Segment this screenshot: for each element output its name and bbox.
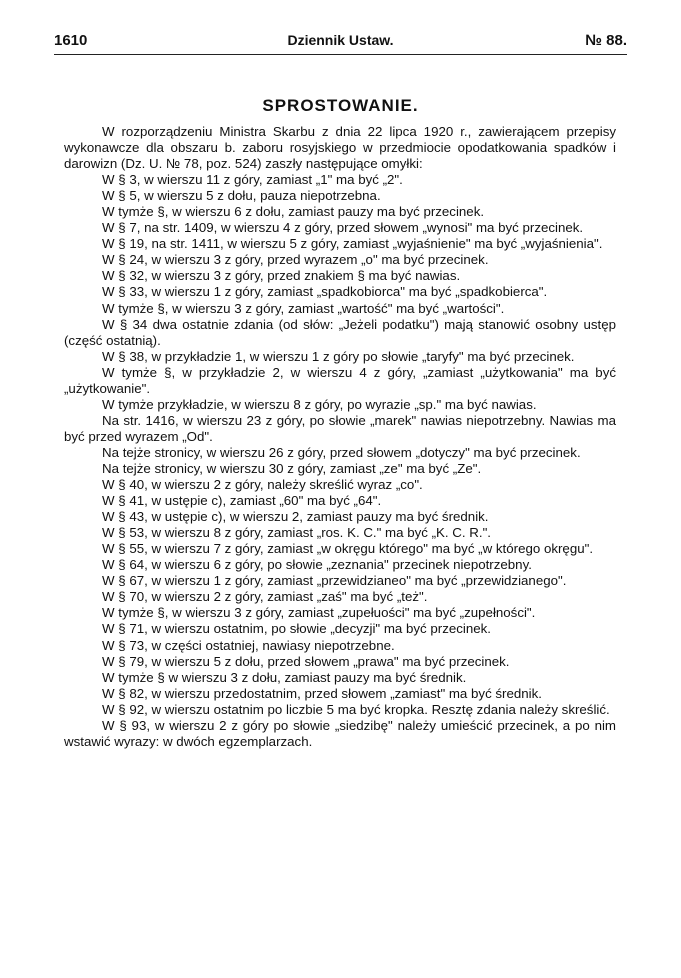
issue-number: № 88.	[585, 32, 627, 49]
correction-item: W § 32, w wierszu 3 z góry, przed znakiem § ma być nawias.	[102, 268, 461, 284]
correction-item: W tymże §, w przykładzie 2, w wierszu 4 z góry, „zamiast „użytkowania" ma być „użytkowanie".	[64, 364, 616, 396]
correction-item: W § 43, w ustępie c), w wierszu 2, zamiast pauzy ma być średnik.	[102, 509, 489, 525]
journal-name: Dziennik Ustaw.	[287, 32, 394, 48]
correction-item: W § 53, w wierszu 8 z góry, zamiast „ros. K. C." ma być „K. C. R.".	[102, 525, 491, 541]
correction-item: W § 3, w wierszu 11 z góry, zamiast „1" ma być „2".	[102, 172, 403, 188]
correction-item: W § 24, w wierszu 3 z góry, przed wyrazem „o" ma być przecinek.	[102, 252, 489, 268]
correction-item: W tymże §, w wierszu 6 z dołu, zamiast pauzy ma być przecinek.	[102, 204, 485, 220]
correction-item: W § 67, w wierszu 1 z góry, zamiast „przewidzianeo" ma być „przewidzianego".	[102, 573, 567, 589]
correction-item: W § 70, w wierszu 2 z góry, zamiast „zaś" ma być „też".	[102, 589, 428, 605]
correction-item: W § 7, na str. 1409, w wierszu 4 z góry, przed słowem „wynosi" ma być przecinek.	[102, 220, 584, 236]
correction-item: W § 41, w ustępie c), zamiast „60" ma być „64".	[102, 493, 382, 509]
correction-item: W tymże §, w wierszu 3 z góry, zamiast „wartość" ma być „wartości".	[102, 300, 505, 316]
correction-item: W § 34 dwa ostatnie zdania (od słów: „Jeżeli podatku") mają stanowić osobny ustęp (część ostatnią).	[64, 316, 616, 348]
correction-item: W § 5, w wierszu 5 z dołu, pauza niepotrzebna.	[102, 188, 381, 204]
correction-item: Na tejże stronicy, w wierszu 26 z góry, przed słowem „dotyczy" ma być przecinek.	[102, 444, 581, 460]
correction-item: W § 38, w przykładzie 1, w wierszu 1 z góry po słowie „taryfy" ma być przecinek.	[102, 348, 575, 364]
correction-item: W § 71, w wierszu ostatnim, po słowie „decyzji" ma być przecinek.	[102, 621, 491, 637]
correction-item: W § 19, na str. 1411, w wierszu 5 z góry, zamiast „wyjaśnienie" ma być „wyjaśnienia".	[102, 236, 603, 252]
page-number: 1610	[54, 32, 88, 49]
correction-item: W tymże § w wierszu 3 z dołu, zamiast pauzy ma być średnik.	[102, 669, 467, 685]
correction-item: W § 93, w wierszu 2 z góry po słowie „siedzibę" należy umieścić przecinek, a po nim wstawić wyrazy: w dwóch egzemplarzach.	[64, 717, 616, 749]
document-body	[64, 124, 616, 750]
page-title: SPROSTOWANIE.	[262, 96, 419, 115]
correction-item: W § 33, w wierszu 1 z góry, zamiast „spadkobiorca" ma być „spadkobierca".	[102, 284, 548, 300]
correction-item: W § 92, w wierszu ostatnim po liczbie 5 ma być kropka. Resztę zdania należy skreślić.	[102, 701, 610, 717]
correction-item: W tymże §, w wierszu 3 z góry, zamiast „zupełuości" ma być „zupełności".	[102, 605, 536, 621]
correction-item: W § 40, w wierszu 2 z góry, należy skreślić wyraz „co".	[102, 477, 423, 493]
correction-item: W § 73, w części ostatniej, nawiasy niepotrzebne.	[102, 637, 395, 653]
correction-item: W tymże przykładzie, w wierszu 8 z góry, po wyrazie „sp." ma być nawias.	[102, 396, 537, 412]
page-header	[54, 28, 627, 55]
correction-item: Na str. 1416, w wierszu 23 z góry, po słowie „marek" nawias niepotrzebny. Nawias ma być przed wyrazem „Od".	[64, 412, 616, 444]
correction-item: W § 64, w wierszu 6 z góry, po słowie „zeznania" przecinek niepotrzebny.	[102, 557, 532, 573]
correction-item: W § 79, w wierszu 5 z dołu, przed słowem „prawa" ma być przecinek.	[102, 653, 510, 669]
correction-item: W § 82, w wierszu przedostatnim, przed słowem „zamiast" ma być średnik.	[102, 685, 542, 701]
correction-item: Na tejże stronicy, w wierszu 30 z góry, zamiast „ze" ma być „Ze".	[102, 460, 482, 476]
intro-paragraph: W rozporządzeniu Ministra Skarbu z dnia 22 lipca 1920 r., zawierającem przepisy wykonawcze dla obszaru b. zaboru rosyjskiego w przedmiocie opodatkowania spadków i darowizn (Dz. U. № 78, poz. 524) zaszły następujące omyłki:	[64, 124, 616, 172]
correction-item: W § 55, w wierszu 7 z góry, zamiast „w okręgu którego" ma być „w którego okręgu".	[102, 541, 594, 557]
